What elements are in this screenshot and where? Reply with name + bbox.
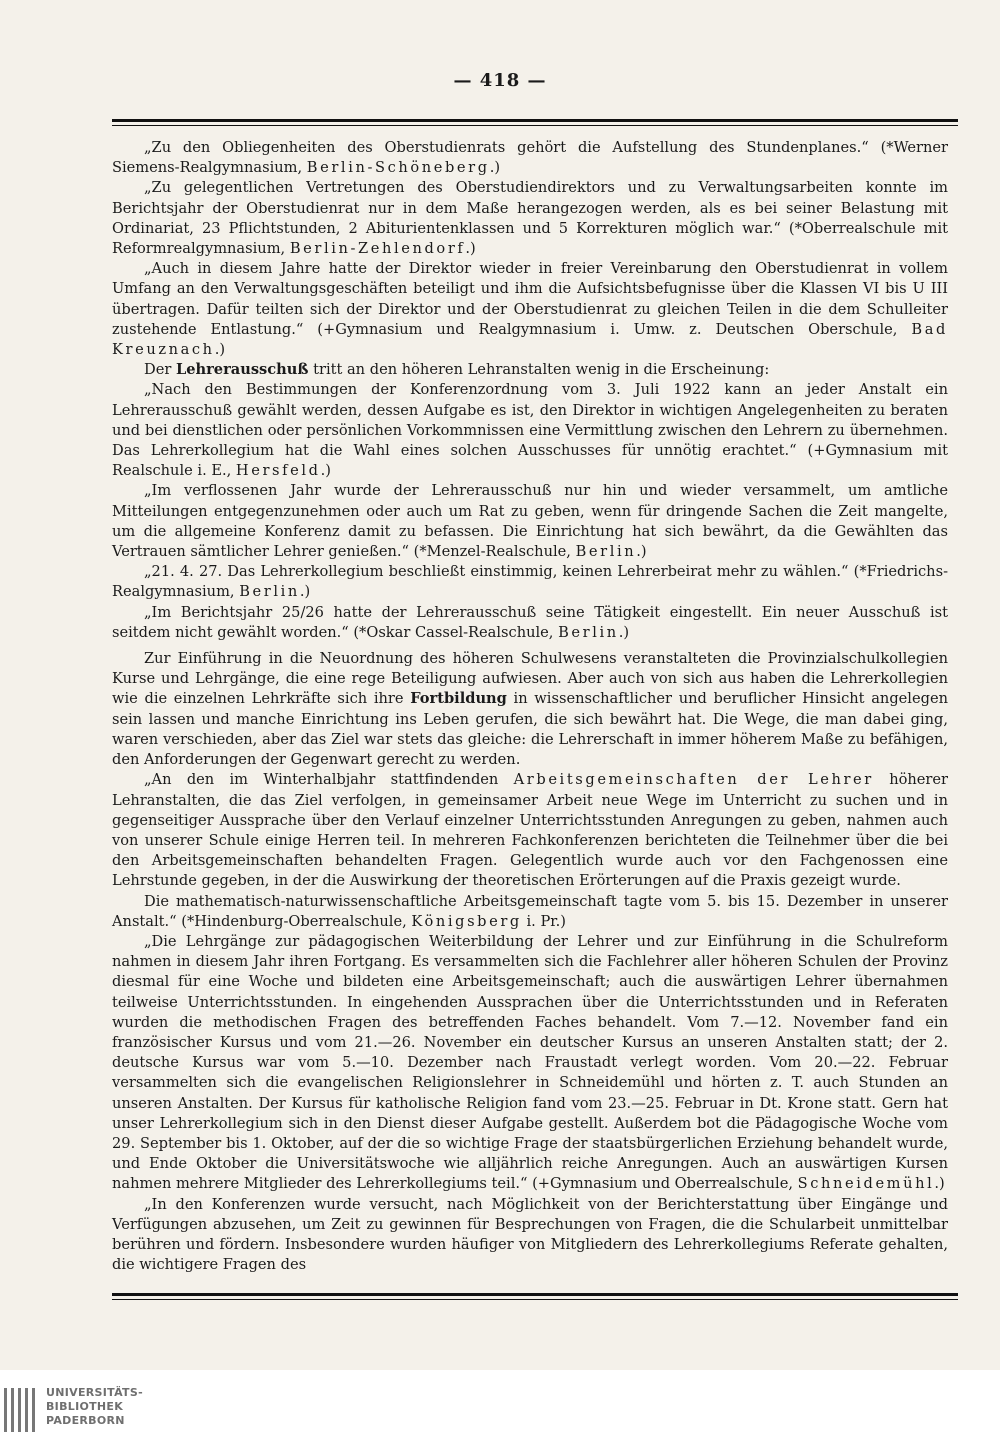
paragraph [112,1195,948,1276]
paragraph [112,932,948,1195]
text-run: „Im verflossenen Jahr wurde der Lehrerausschuß nur hin und wieder versammelt, um amtliche Mitteilungen entgegenzunehmen oder auch um Rat zu geben, wenn für dringende Sachen die Zeit mangelte, um die allgemeine Konferenz damit zu befassen. Die Einrichtung hat sich bewährt, da die Gewählten das Vertrauen sämtlicher Lehrer genießen.“ (*Menzel-Realschule, [112,482,948,561]
spaced-place-name: Hersfeld [235,462,321,480]
text-run: Die mathematisch-naturwissenschaftliche Arbeitsgemeinschaft tagte vom 5. bis 15. Dezember in unserer Anstalt.“ (*Hindenburg-Oberrealschule, [112,892,948,930]
spaced-place-name: Berlin [558,623,619,641]
text-run: „In den Konferenzen wurde versucht, nach Möglichkeit von der Berichterstattung über Eingänge und Verfügungen abzusehen, um Zeit zu gewinnen für Besprechungen von Fragen, die die Schularbeit unmittelbar berühren und fördern. Insbesondere wurden häufiger von Mitgliedern des Lehrerkollegiums Referate gehalten, die wichtigere Fragen des [112,1195,948,1274]
page-number: — 418 — [453,70,547,91]
body-text [112,138,948,1275]
library-logo-line: BIBLIOTHEK [46,1400,124,1413]
paragraph [112,360,948,380]
spaced-place-name: Arbeitsgemeinschaften der Lehrer [513,771,874,789]
text-run: .) [214,341,226,359]
header-thin-rule [112,125,958,126]
bold-term: Lehrerausschuß [175,361,309,379]
text-run: .) [465,240,476,258]
paragraph [112,892,948,932]
bold-term: Fortbildung [410,690,507,708]
paragraph [112,178,948,259]
spaced-place-name: Berlin-Schöneberg [306,159,490,177]
text-run: Der [144,361,176,379]
paragraph [112,481,948,562]
text-run: tritt an den höheren Lehranstalten wenig in die Erscheinung: [308,361,770,379]
text-run: .) [489,159,501,177]
paragraph [112,380,948,481]
text-run: i. Pr.) [521,912,566,930]
paragraph [112,562,948,602]
paragraph [112,138,948,178]
text-run: höherer Lehranstalten, die das Ziel verfolgen, in gemeinsamer Arbeit neue Wege im Unterricht zu suchen und in gegenseitiger Aussprache über den Verlauf einzelner Unterrichtsstunden Anregungen zu geben, nahmen auch von unserer Schule einige Herren teil. In mehreren Fachkonferenzen berichteten die Teilnehmer über die bei den Arbeitsgemeinschaften behandelten Fragen. Gelegentlich wurde auch vor den Fachgenossen eine Lehrstunde gegeben, in der die Auswirkung der theoretischen Erörterungen auf die Praxis gezeigt wurde. [112,771,949,890]
text-run: „An den im Winterhalbjahr stattfindenden [144,771,514,789]
library-logo-bars-icon [4,1388,39,1432]
library-logo-text [46,1386,143,1428]
text-run: „Zu gelegentlichen Vertretungen des Oberstudiendirektors und zu Verwaltungsarbeiten konnte im Berichtsjahr der Oberstudienrat nur in dem Maße herangezogen werden, als es bei seiner Belastung mit Ordinariat, 23 Pflichtstunden, 2 Abiturientenklassen und 5 Korrekturen möglich war.“ (*Oberrealschule mit Reformrealgymnasium, [112,179,948,258]
text-run: „21. 4. 27. Das Lehrerkollegium beschließt einstimmig, keinen Lehrerbeirat mehr zu wählen.“ (*Friedrichs-Realgymnasium, [112,563,948,601]
text-run: .) [299,583,311,601]
text-run: in wissenschaftlicher und beruflicher Hinsicht angelegen sein lassen und manche Einrichtung ins Leben gerufen, die sich bewährt hat. Die Wege, die man dabei ging, waren verschieden, aber das Ziel war stets das gleiche: die Lehrerschaft in immer höherem Maße zu befähigen, den Anforderungen der Gegenwart gerecht zu werden. [112,690,948,769]
spaced-place-name: Schneidemühl [797,1175,935,1193]
text-run: „Auch in diesem Jahre hatte der Direktor wieder in freier Vereinbarung den Oberstudienrat in vollem Umfang an den Verwaltungsgeschäften beteiligt und ihm die Aufsichtsbefugnisse über die Klassen VI bis U III übertragen. Dafür teilten sich der Direktor und der Oberstudienrat zu gleichen Teilen in die dem Schulleiter zustehende Entlastung.“ (+Gymnasium und Realgymnasium i. Umw. z. Deutschen Oberschule, [112,260,948,338]
library-logo-line: UNIVERSITÄTS- [46,1386,143,1399]
spaced-place-name: Berlin [575,543,637,561]
text-run: „Nach den Bestimmungen der Konferenzordnung vom 3. Juli 1922 kann an jeder Anstalt ein Lehrerausschuß gewählt werden, dessen Aufgabe es ist, den Direktor in wichtigen Angelegenheiten zu beraten und bei dienstlichen oder persönlichen Vorkommnissen eine Vermittlung zwischen den Lehrern zu übernehmen. Das Lehrerkollegium hat die Wahl eines solchen Ausschusses für unnötig erachtet.“ (+Gymnasium mit Realschule i. E., [112,381,948,480]
footer-thin-rule [112,1299,958,1300]
header-double-rule [112,119,958,122]
spaced-place-name: Berlin-Zehlendorf [289,240,466,258]
spaced-place-name: Bad Kreuznach [112,320,948,359]
footer-double-rule [112,1293,958,1296]
paragraph [112,603,948,643]
library-logo-line: PADERBORN [46,1414,125,1427]
text-run: Zur Einführung in die Neuordnung des höheren Schulwesens veranstalteten die Provinzialschulkollegien Kurse und Lehrgänge, die eine rege Beteiligung aufwiesen. Aber auch von sich aus haben die Lehrerkollegien wie die einzelnen Lehrkräfte sich ihre [112,650,948,708]
paragraph [112,649,948,770]
text-run: „Die Lehrgänge zur pädagogischen Weiterbildung der Lehrer und zur Einführung in die Schulreform nahmen in diesem Jahr ihren Fortgang. Es versammelten sich die Fachlehrer aller höheren Schulen der Provinz diesmal für eine Woche und bildeten eine Arbeitsgemeinschaft; auch die auswärtigen Lehrer übernahmen teilweise Unterrichtsstunden. In eingehenden Aussprachen über die Unterrichtsstunden und in Referaten wurden die methodischen Fragen des betreffenden Faches behandelt. Vom 7.—12. November fand ein französischer Kursus und vom 21.—26. November ein deutscher Kursus an unseren Anstalten statt; der 2. deutsche Kursus war vom 5.—10. Dezember nach Fraustadt verlegt worden. Vom 20.—22. Februar versammelten sich die evangelischen Religionslehrer in Schneidemühl und hörten z. T. auch Stunden an unseren Anstalten. Der Kursus für katholische Religion fand vom 23.—25. Februar in Dt. Krone statt. Gern hat unser Lehrerkollegium sich in den Dienst dieser Aufgabe gestellt. Außerdem bot die Pädagogische Woche vom 29. September bis 1. Oktober, auf der die so wichtige Frage der staatsbürgerlichen Erziehung behandelt wurde, und Ende Oktober die Universitätswoche wie alljährlich reiche Anregungen. Auch an auswärtigen Kursen nahmen mehrere Mitglieder des Lehrerkollegiums teil.“ (+Gymnasium und Oberrealschule, [112,932,948,1193]
text-run: „Im Berichtsjahr 25/26 hatte der Lehrerausschuß seine Tätigkeit eingestellt. Ein neuer Ausschuß ist seitdem nicht gewählt worden.“ (*Oskar Cassel-Realschule, [112,603,948,641]
text-run: .) [636,543,647,561]
text-run: .) [320,462,331,480]
text-run: .) [934,1175,945,1193]
spaced-place-name: Königsberg [411,912,522,930]
paragraph [112,259,948,360]
text-run: „Zu den Obliegenheiten des Oberstudienrats gehört die Aufstellung des Stundenplanes.“ (*Werner Siemens-Realgymnasium, [112,139,948,177]
library-logo [0,1374,1000,1434]
spaced-place-name: Berlin [239,583,300,601]
text-run: .) [618,623,630,641]
paragraph [112,770,948,891]
